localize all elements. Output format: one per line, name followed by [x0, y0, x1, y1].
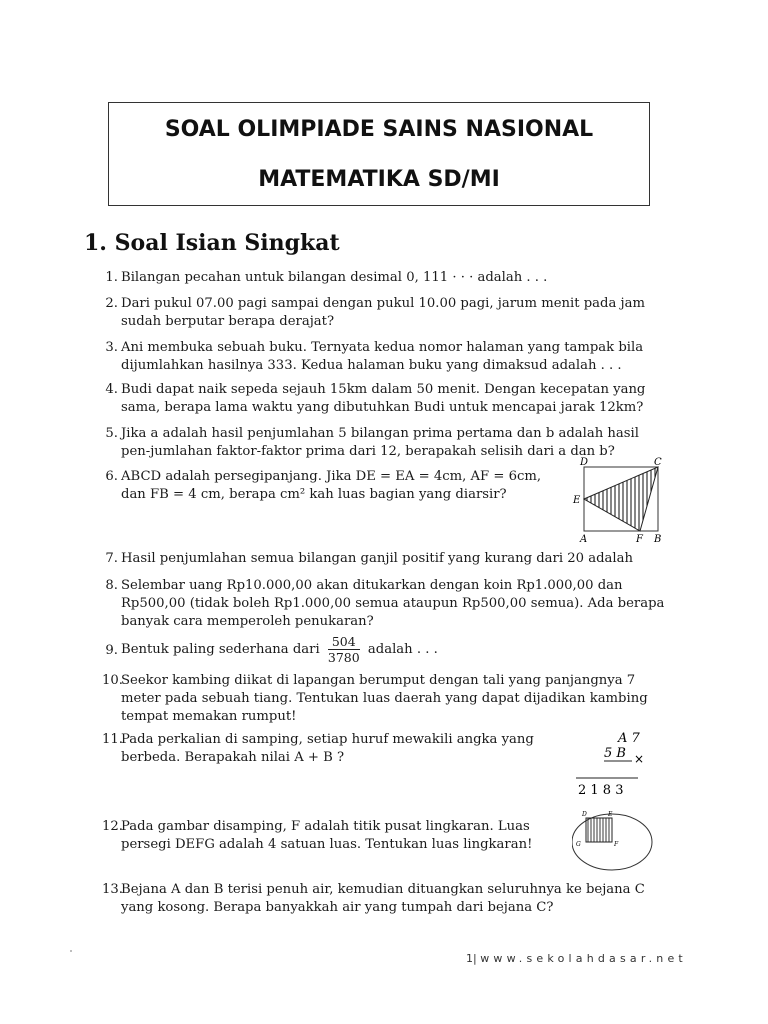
title-line-1: SOAL OLIMPIADE SAINS NASIONAL: [164, 117, 594, 142]
rectangle-abcd-figure: [570, 455, 666, 543]
question-text: Bilangan pecahan untuk bilangan desimal 0, 111 · · · adalah . . .: [121, 270, 548, 285]
question-text: Jika a adalah hasil penjumlahan 5 bilangan prima pertama dan b adalah hasil pen-jumlahan faktor-faktor prima dari 12, berapakah selisih dari a dan b?: [121, 426, 639, 459]
label-e: E: [573, 495, 581, 506]
label-f: F: [614, 841, 619, 848]
question-text-before: Bentuk paling sederhana dari: [121, 642, 320, 657]
question-text: Bejana A dan B terisi penuh air, kemudian dituangkan seluruhnya ke bejana C yang kosong. Berapa banyakkah air yang tumpah dari bejana C?: [121, 882, 645, 915]
multiplicand: A 7: [618, 731, 640, 746]
footer-website: www.sekolahdasar.net: [480, 952, 687, 965]
question-text: Selembar uang Rp10.000,00 akan ditukarkan dengan koin Rp1.000,00 dan Rp500,00 (tidak boleh Rp1.000,00 semua ataupun Rp500,00 semua). Ada berapa banyak cara memperoleh penukaran?: [121, 578, 665, 629]
question-text: Seekor kambing diikat di lapangan berumput dengan tali yang panjangnya 7 meter pada sebuah tiang. Tentukan luas daerah yang dapat dijadikan kambing tempat memakan rumput!: [121, 673, 648, 724]
question-number: 13.: [102, 882, 123, 897]
circle-square-figure: [572, 808, 668, 874]
scan-speck: [70, 950, 72, 952]
product: 2 1 8 3: [578, 783, 624, 798]
question-number: 6.: [105, 469, 118, 484]
label-d: D: [582, 811, 587, 818]
question-text: Hasil penjumlahan semua bilangan ganjil positif yang kurang dari 20 adalah: [121, 551, 633, 566]
question-text: ABCD adalah persegipanjang. Jika DE = EA = 4cm, AF = 6cm, dan FB = 4 cm, berapa cm² kah luas bagian yang diarsir?: [121, 469, 542, 502]
fraction-denominator: 3780: [327, 650, 360, 665]
shaded-triangle: [584, 467, 658, 531]
multiplier: 5 B: [604, 746, 626, 761]
question-number: 9.: [105, 643, 118, 658]
question-number: 1.: [105, 270, 118, 285]
label-b: B: [654, 534, 662, 543]
footer-separator: |: [473, 952, 477, 965]
question-number: 8.: [105, 578, 118, 593]
question-text: [121, 634, 666, 665]
question-text: Dari pukul 07.00 pagi sampai dengan pukul 10.00 pagi, jarum menit pada jam sudah berputar berapa derajat?: [121, 296, 645, 329]
question-number: 3.: [105, 340, 118, 355]
multiply-sign: ×: [634, 752, 645, 766]
question-text: Pada perkalian di samping, setiap huruf mewakili angka yang berbeda. Berapakah nilai A + B ?: [121, 732, 534, 765]
fraction-numerator: 504: [328, 634, 360, 650]
label-d: D: [580, 457, 589, 468]
label-c: C: [654, 457, 662, 468]
question-number: 7.: [105, 551, 118, 566]
question-text: Ani membuka sebuah buku. Ternyata kedua nomor halaman yang tampak bila dijumlahkan hasilnya 333. Kedua halaman buku yang dimaksud adalah . . .: [121, 340, 644, 373]
question-text: Pada gambar disamping, F adalah titik pusat lingkaran. Luas persegi DEFG adalah 4 satuan luas. Tentukan luas lingkaran!: [121, 819, 533, 852]
question-number: 12.: [102, 819, 123, 834]
square-defg: [586, 818, 612, 842]
page-number: 1: [466, 952, 473, 965]
label-f: F: [636, 534, 643, 543]
question-number: 4.: [105, 382, 118, 397]
multiplication-figure: [570, 728, 662, 800]
section-heading: 1. Soal Isian Singkat: [84, 230, 340, 256]
question-number: 11.: [102, 732, 123, 747]
question-text-after: adalah . . .: [367, 642, 438, 657]
title-box: [108, 102, 650, 206]
label-e: E: [608, 811, 613, 818]
label-g: G: [576, 841, 581, 848]
question-number: 2.: [105, 296, 118, 311]
page-footer: [466, 952, 687, 965]
question-number: 10.: [102, 673, 123, 688]
question-number: 5.: [105, 426, 118, 441]
title-line-2: MATEMATIKA SD/MI: [258, 167, 500, 192]
fraction: [328, 634, 360, 665]
question-text: Budi dapat naik sepeda sejauh 15km dalam 50 menit. Dengan kecepatan yang sama, berapa lama waktu yang dibutuhkan Budi untuk mencapai jarak 12km?: [121, 382, 646, 415]
label-a: A: [580, 534, 588, 543]
